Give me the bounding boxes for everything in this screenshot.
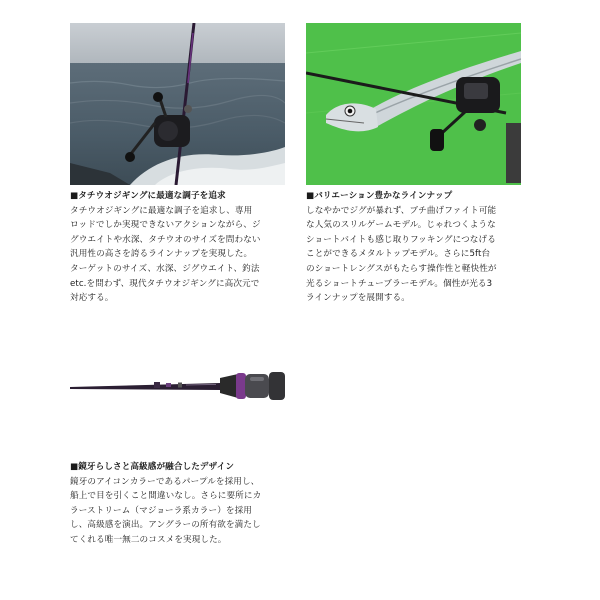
- design-line: 船上で目を引くこと間違いなし。さらに要所にカ: [70, 491, 262, 502]
- tone-description: [70, 189, 295, 306]
- lineup-line: ことができるメタルトップモデル。さらに5ft台: [306, 249, 491, 260]
- design-description: [70, 460, 295, 548]
- fish-catch-illustration: [306, 23, 521, 185]
- design-line: ラーストリーム（マジョーラ系カラー）を採用: [70, 505, 252, 516]
- lineup-line: ラインナップを展開する。: [306, 293, 410, 304]
- tone-line: 対応する。: [70, 293, 114, 304]
- lineup-line: 光るショートチューブラーモデル。個性が光る3: [306, 278, 493, 289]
- tone-line: 汎用性の高さを誇るラインナップを実現した。: [70, 249, 253, 260]
- fish-catch-photo: [306, 23, 521, 185]
- lineup-line: しなやかでジグが暴れず、ブチ曲げファイト可能: [306, 205, 497, 216]
- design-line: 鏡牙のアイコンカラーであるパープルを採用し、: [70, 476, 260, 487]
- design-line: てくれる唯一無二のコスメを実現した。: [70, 534, 227, 545]
- tone-line: グウエイトや水深、タチウオのサイズを問わない: [70, 234, 261, 245]
- rod-detail-illustration: [70, 368, 285, 403]
- boat-rod-photo: [70, 23, 285, 185]
- lineup-line: な人気のスリルゲームモデル。じゃれつくような: [306, 220, 496, 231]
- lineup-line: のショートレングスがもたらす操作性と軽快性が: [306, 263, 497, 274]
- lineup-description: [306, 189, 531, 306]
- rod-detail-photo: [70, 368, 285, 403]
- tone-line: ターゲットのサイズ、水深、ジグウエイト、釣法: [70, 263, 260, 274]
- lineup-heading: ■バリエーション豊かなラインナップ: [306, 191, 453, 201]
- design-line: し、高級感を演出。アングラーの所有欲を満たし: [70, 520, 261, 531]
- tone-heading: ■タチウオジギングに最適な調子を追求: [70, 191, 226, 201]
- boat-rod-illustration: [70, 23, 285, 185]
- tone-line: etc.を問わず、現代タチウオジギングに高次元で: [70, 278, 260, 289]
- design-heading: ■鏡牙らしさと高級感が融合したデザイン: [70, 462, 235, 472]
- tone-line: ロッドでしか実現できないアクションながら、ジ: [70, 220, 261, 231]
- lineup-line: ショートバイトも感じ取りフッキングにつなげる: [306, 234, 496, 245]
- tone-line: タチウオジギングに最適な調子を追求し、専用: [70, 205, 253, 216]
